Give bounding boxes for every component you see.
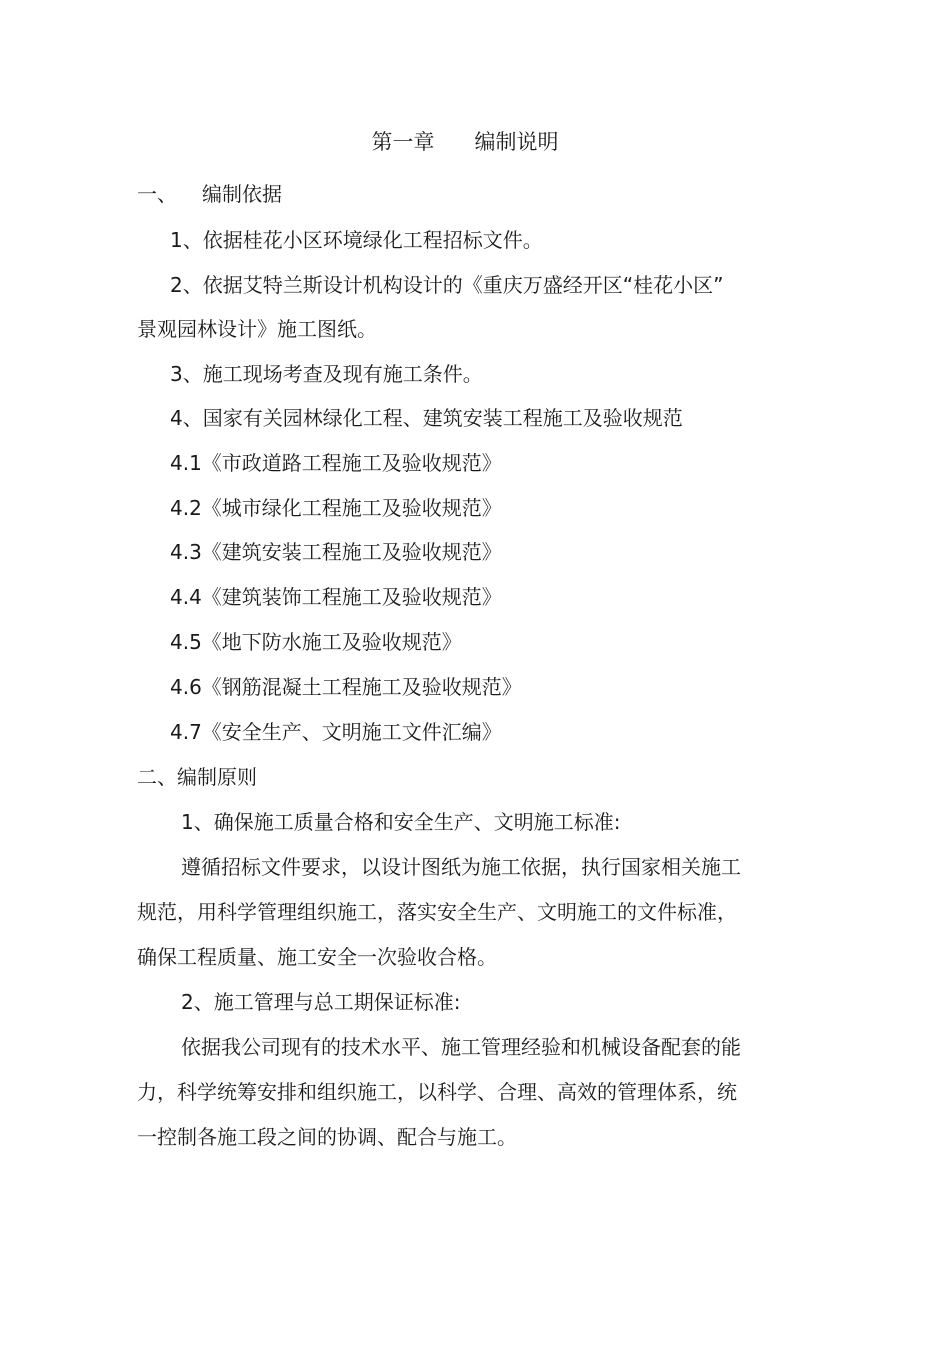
section1-heading: 编制依据 xyxy=(202,182,282,206)
basis-item-4-1: 4.1《市政道路工程施工及验收规范》 xyxy=(170,451,502,475)
principle-2-line-2: 力，科学统筹安排和组织施工，以科学、合理、高效的管理体系，统 xyxy=(137,1080,737,1104)
basis-item-4-7: 4.7《安全生产、文明施工文件汇编》 xyxy=(170,720,502,744)
basis-item-4-2: 4.2《城市绿化工程施工及验收规范》 xyxy=(170,496,502,520)
principle-2-line-3: 一控制各施工段之间的协调、配合与施工。 xyxy=(137,1125,517,1149)
basis-item-2-cont: 景观园林设计》施工图纸。 xyxy=(137,317,377,341)
chapter-title: 第一章 编制说明 xyxy=(371,130,559,154)
section2-heading: 二、编制原则 xyxy=(137,765,257,789)
principle-2-heading: 2、施工管理与总工期保证标准: xyxy=(181,990,461,1014)
section1-number: 一、 xyxy=(137,182,177,206)
basis-item-4-3: 4.3《建筑安装工程施工及验收规范》 xyxy=(170,540,502,564)
principle-1-line-3: 确保工程质量、施工安全一次验收合格。 xyxy=(137,945,497,969)
basis-item-4-4: 4.4《建筑装饰工程施工及验收规范》 xyxy=(170,585,502,609)
principle-1-line-1: 遵循招标文件要求，以设计图纸为施工依据，执行国家相关施工 xyxy=(181,855,741,879)
principle-1-line-2: 规范，用科学管理组织施工，落实安全生产、文明施工的文件标准， xyxy=(137,900,737,924)
principle-2-line-1: 依据我公司现有的技术水平、施工管理经验和机械设备配套的能 xyxy=(181,1035,741,1059)
principle-1-heading: 1、确保施工质量合格和安全生产、文明施工标准: xyxy=(181,810,621,834)
basis-item-3: 3、施工现场考查及现有施工条件。 xyxy=(170,362,483,386)
basis-item-1: 1、依据桂花小区环境绿化工程招标文件。 xyxy=(170,228,543,252)
basis-item-4-6: 4.6《钢筋混凝土工程施工及验收规范》 xyxy=(170,675,522,699)
basis-item-4: 4、国家有关园林绿化工程、建筑安装工程施工及验收规范 xyxy=(170,406,683,430)
basis-item-2: 2、依据艾特兰斯设计机构设计的《重庆万盛经开区“桂花小区” xyxy=(170,273,724,297)
basis-item-4-5: 4.5《地下防水施工及验收规范》 xyxy=(170,630,462,654)
